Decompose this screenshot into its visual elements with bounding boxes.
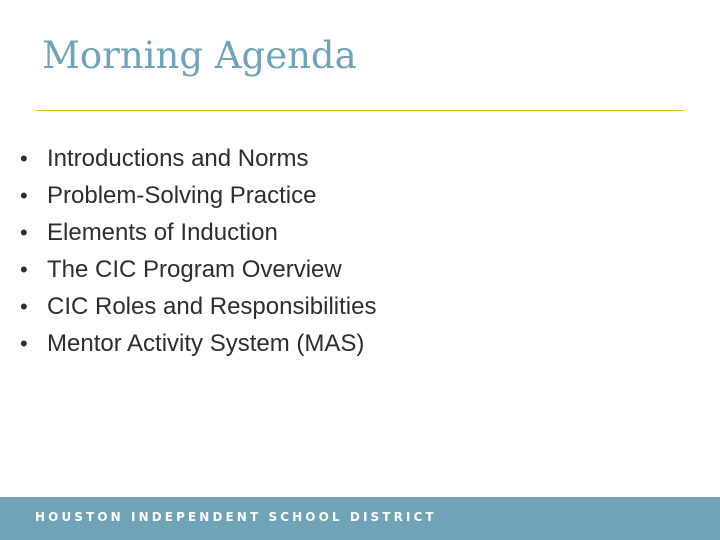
agenda-item-label: Mentor Activity System (MAS) <box>47 330 365 357</box>
agenda-item-label: Elements of Induction <box>47 219 278 246</box>
agenda-item-label: Introductions and Norms <box>47 145 309 172</box>
title-divider <box>36 110 684 111</box>
footer-district-name: HOUSTON INDEPENDENT SCHOOL DISTRICT <box>35 510 437 524</box>
slide-title: Morning Agenda <box>42 34 357 77</box>
agenda-item-label: CIC Roles and Responsibilities <box>47 293 377 320</box>
agenda-item-label: The CIC Program Overview <box>47 256 342 283</box>
bullet-icon: • <box>20 183 28 208</box>
bullet-icon: • <box>20 220 28 245</box>
bullet-icon: • <box>20 146 28 171</box>
bullet-icon: • <box>20 294 28 319</box>
agenda-item-label: Problem-Solving Practice <box>47 182 317 209</box>
bullet-icon: • <box>20 257 28 282</box>
bullet-icon: • <box>20 331 28 356</box>
footer-bar <box>0 497 720 540</box>
